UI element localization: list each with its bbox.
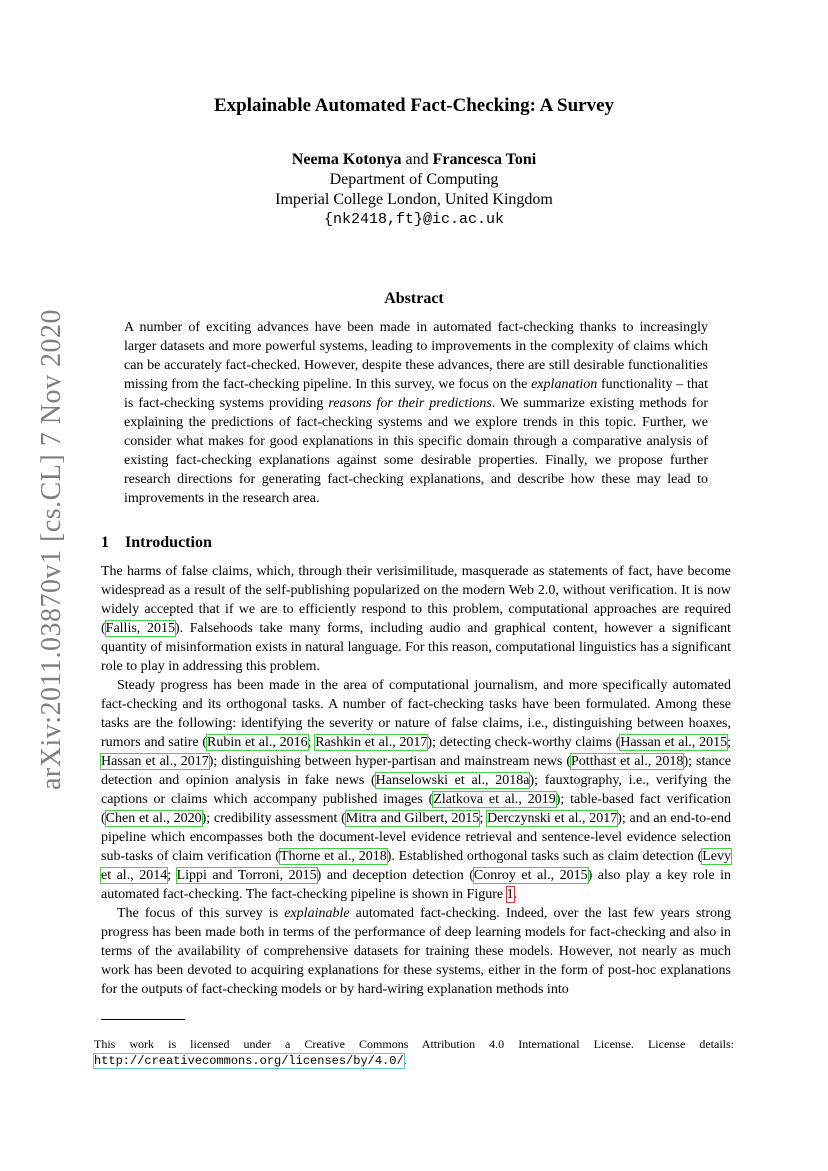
arxiv-stamp: arXiv:2011.03870v1 [cs.CL] 7 Nov 2020 <box>36 309 67 790</box>
department: Department of Computing <box>329 171 499 188</box>
footnote <box>94 1036 734 1069</box>
citation-link[interactable]: Levy et al., 2014 <box>101 849 731 883</box>
abstract-part: functionality – that is fact-checking systems providing <box>124 377 708 411</box>
text-run: . <box>513 887 518 902</box>
text-run: ); fauxtography, i.e., verifying the captions or claims which accompany published images ( <box>101 773 732 807</box>
citation-link[interactable]: Hassan et al., 2017 <box>101 754 209 769</box>
text-run: ); and an end-to-end pipeline which encompasses both the document-level evidence retrieval and sentence-level evidence selection sub-tasks of claim verification ( <box>101 811 732 864</box>
text-run: automated fact-checking. Indeed, over the last few years strong progress has been made both in terms of the performance of deep learning models for fact-checking and also in terms of the availability of comprehensive datasets for training these models. However, not nearly as much work has been devoted to acquiring explanations for these systems, either in the form of post-hoc explanations for the outputs of fact-checking models or by hard-wiring explanation methods into <box>101 906 731 997</box>
author-names <box>0 150 828 170</box>
text-run: ). Established orthogonal tasks such as claim detection ( <box>386 849 703 864</box>
abstract-part: . We summarize existing methods for explaining the predictions of fact-checking systems and we explore trends in this topic. Further, we consider what makes for good explanations in this specific domain through a comparative analysis of existing fact-checking explanations against some desirable properties. Finally, we propose further research directions for generating fact-checking explanations, and describe how these may lead to improvements in the research area. <box>124 396 708 506</box>
footnote-text: This work is licensed under a Creative Commons Attribution 4.0 International License. License details: <box>94 1037 734 1051</box>
citation-link[interactable]: Conroy et al., 2015 <box>473 868 588 883</box>
citation-link[interactable]: Mitra and Gilbert, 2015 <box>345 811 480 826</box>
abstract-text <box>124 318 708 508</box>
text-run: Steady progress has been made in the area of computational journalism, and more specifically automated fact-checking and its orthogonal tasks. A number of fact-checking tasks have been formulated. Among these tasks are the following: identifying the severity or nature of false claims, i.e., distinguishing between hoaxes, rumors and satire ( <box>101 678 731 750</box>
text-run: ). Falsehoods take many forms, including audio and graphical content, however a significant quantity of misinformation exists in natural language. For this reason, computational linguistics has a significant role to play in addressing this problem. <box>101 621 732 674</box>
text-run: ); distinguishing between hyper-partisan and mainstream news ( <box>208 754 572 769</box>
license-url-link[interactable]: http://creativecommons.org/licenses/by/4.0/ <box>94 1054 404 1068</box>
section-heading <box>101 534 212 552</box>
citation-link[interactable]: Chen et al., 2020 <box>105 811 202 826</box>
paper-title: Explainable Automated Fact-Checking: A Survey <box>213 95 615 116</box>
figure-link[interactable]: 1 <box>506 887 514 902</box>
citation-link[interactable]: Fallis, 2015 <box>105 621 175 636</box>
text-run: ; <box>307 735 316 750</box>
section-number: 1 <box>101 534 109 551</box>
citation-link[interactable]: Lippi and Torroni, 2015 <box>176 868 317 883</box>
footnote-rule <box>101 1019 185 1020</box>
citation-link[interactable]: Potthast et al., 2018 <box>571 754 684 769</box>
text-run: ) and deception detection ( <box>316 868 474 883</box>
emphasis: explainable <box>284 906 350 921</box>
author-and: and <box>405 151 429 168</box>
paragraph-1 <box>101 562 731 676</box>
citation-link[interactable]: Hassan et al., 2015 <box>620 735 728 750</box>
citation-link[interactable]: Rubin et al., 2016 <box>207 735 308 750</box>
institution: Imperial College London, United Kingdom <box>275 191 553 208</box>
text-run: ); stance detection and opinion analysis in fake news ( <box>101 754 731 788</box>
body-text <box>101 562 731 999</box>
text-run: ); table-based fact verification ( <box>101 792 731 826</box>
text-run: ; <box>167 868 177 883</box>
section-title: Introduction <box>125 534 212 551</box>
abstract-emphasis: explanation <box>531 377 598 392</box>
text-run: ); detecting check-worthy claims ( <box>427 735 621 750</box>
footnote-end: . <box>403 1053 407 1067</box>
text-run: The focus of this survey is <box>117 906 285 921</box>
text-run: ) also play a key role in automated fact-checking. The fact-checking pipeline is shown in Figure <box>101 868 731 902</box>
author-2: Francesca Toni <box>432 151 537 168</box>
text-run: ); credibility assessment ( <box>201 811 346 826</box>
citation-link[interactable]: Hanselowski et al., 2018a <box>375 773 530 788</box>
abstract-emphasis: reasons for their predictions <box>328 396 492 411</box>
text-run: The harms of false claims, which, through their verisimilitude, masquerade as statements of fact, have become widespread as a result of the self-publishing popularized on the modern Web 2.0, without verification. It is now widely accepted that if we are to efficiently respond to this problem, computational approaches are required ( <box>101 564 731 636</box>
abstract-part: A number of exciting advances have been made in automated fact-checking thanks to increasingly larger datasets and more powerful systems, leading to improvements in the complexity of claims which can be accurately fact-checked. However, despite these advances, there are still desirable functionalities missing from the fact-checking pipeline. In this survey, we focus on the <box>124 320 708 392</box>
citation-link[interactable]: Thorne et al., 2018 <box>279 849 387 864</box>
citation-link[interactable]: Rashkin et al., 2017 <box>315 735 428 750</box>
author-block <box>0 150 828 230</box>
citation-link[interactable]: Zlatkova et al., 2019 <box>433 792 556 807</box>
paragraph-2 <box>101 676 731 904</box>
author-1: Neema Kotonya <box>291 151 402 168</box>
citation-link[interactable]: Derczynski et al., 2017 <box>487 811 618 826</box>
text-run: ; <box>479 811 488 826</box>
abstract-heading: Abstract <box>384 290 444 307</box>
paragraph-3 <box>101 904 731 999</box>
email: {nk2418,ft}@ic.ac.uk <box>323 211 505 228</box>
text-run: ; <box>727 735 731 750</box>
